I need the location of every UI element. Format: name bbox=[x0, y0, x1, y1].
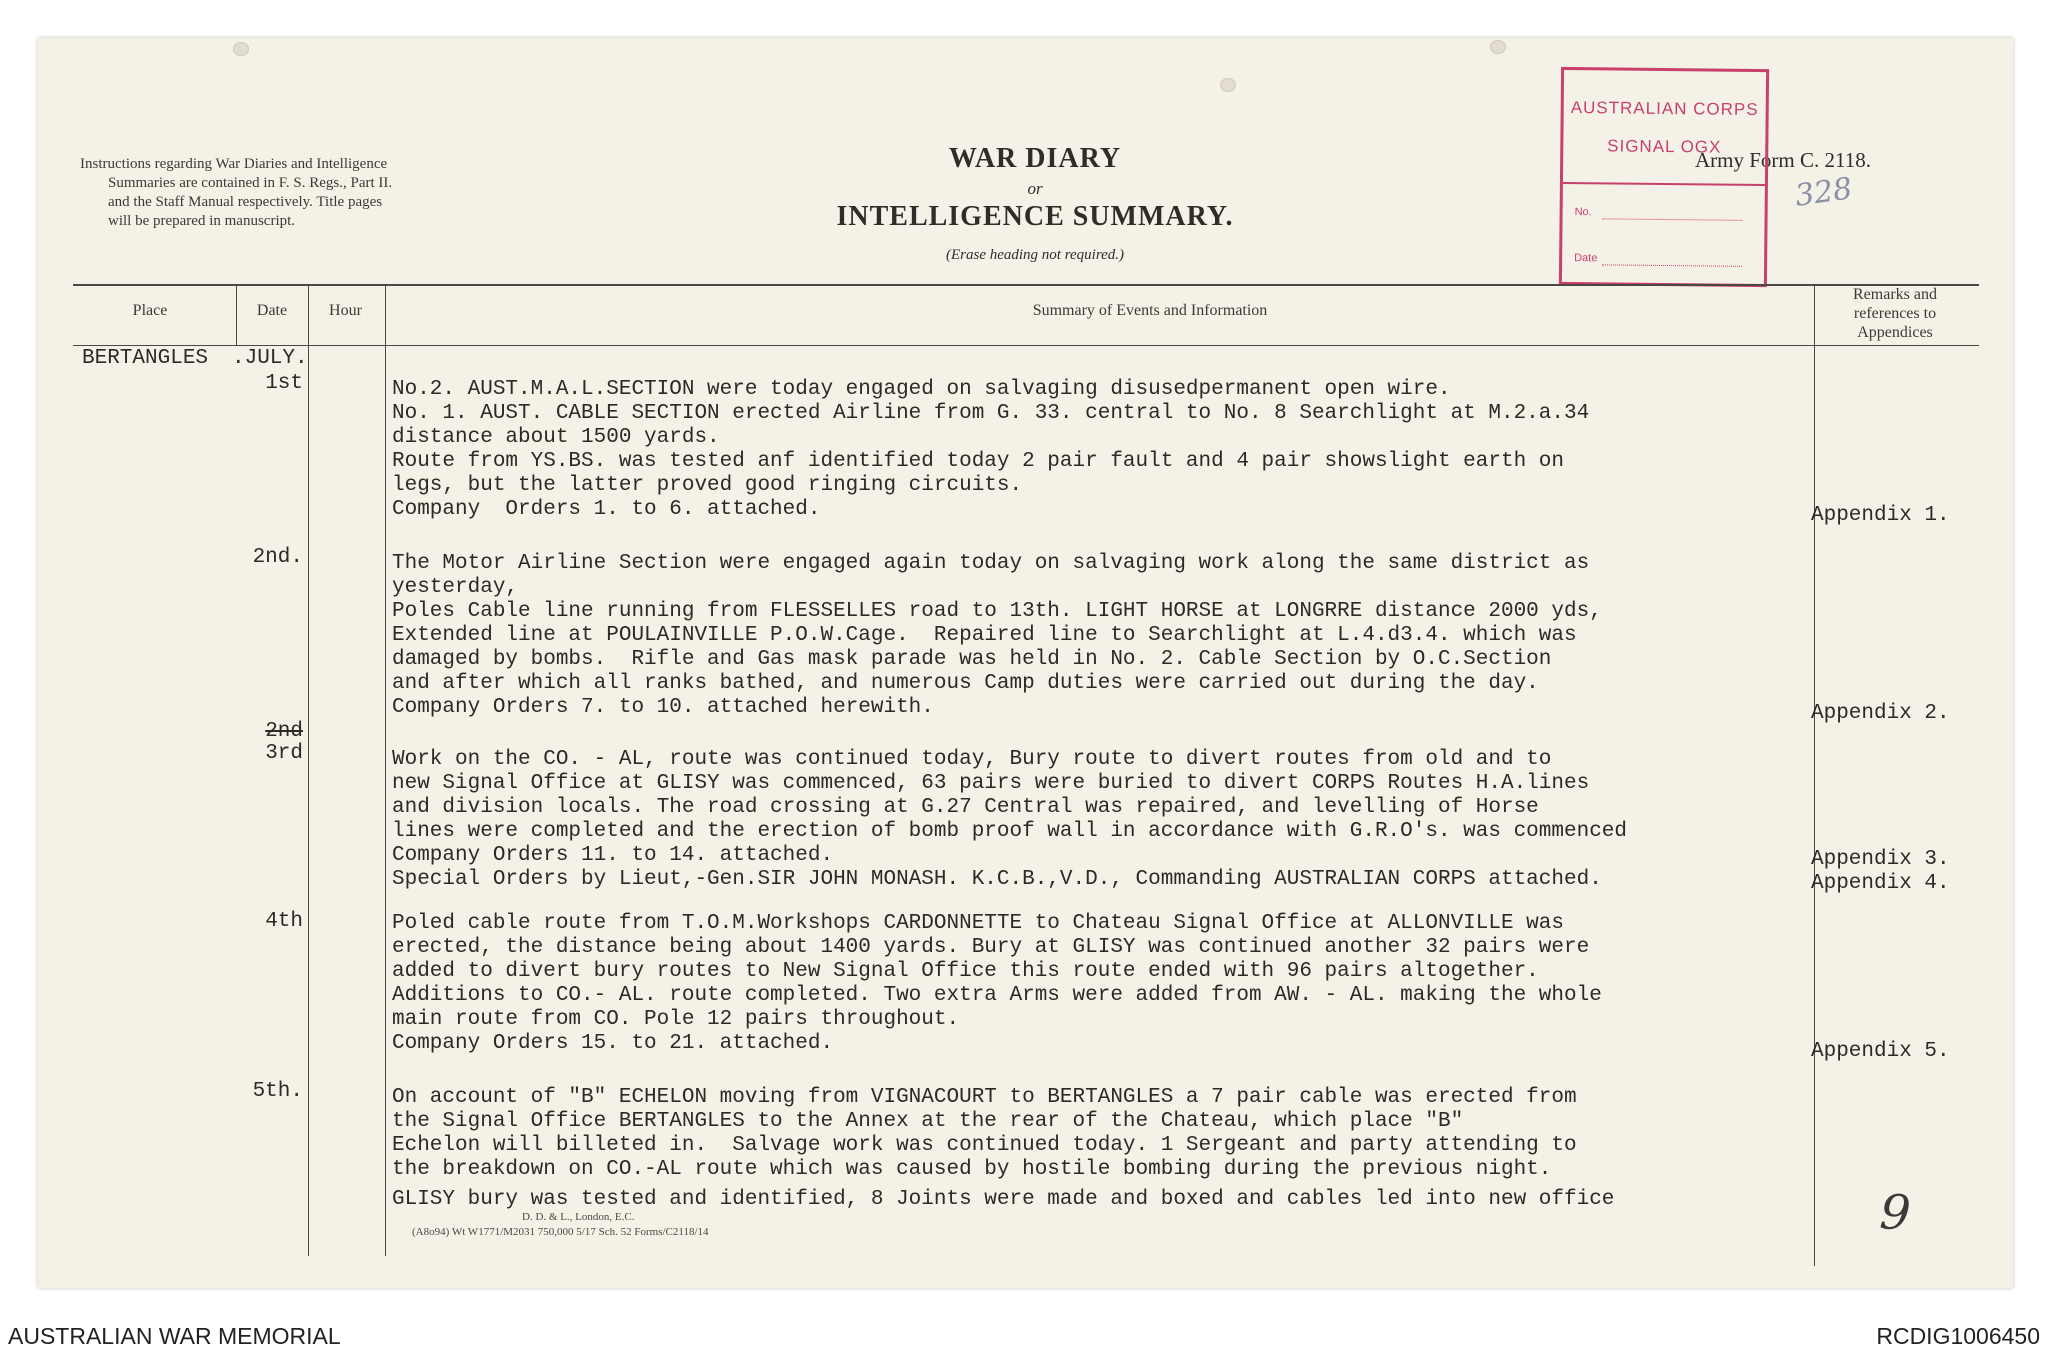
page-title: WAR DIARY bbox=[948, 143, 1122, 174]
punch-hole bbox=[233, 42, 249, 56]
summary-line: No. 1. AUST. CABLE SECTION erected Airline from G. 33. central to No. 8 Searchlight at M.2.a.34 bbox=[392, 402, 1590, 425]
summary-line: Company Orders 11. to 14. attached. bbox=[392, 844, 834, 867]
summary-line: main route from CO. Pole 12 pairs throughout. bbox=[392, 1008, 960, 1031]
summary-line: and division locals. The road crossing at G.27 Central was repaired, and levelling of Horse bbox=[392, 796, 1539, 819]
stamp-no-label: No. bbox=[1574, 206, 1592, 219]
summary-line: Company Orders 15. to 21. attached. bbox=[392, 1032, 834, 1055]
column-header-remarks bbox=[1815, 285, 1975, 342]
summary-line: distance about 1500 yards. bbox=[392, 426, 720, 449]
summary-line: Special Orders by Lieut,-Gen.SIR JOHN MONASH. K.C.B.,V.D., Commanding AUSTRALIAN CORPS attached. bbox=[392, 868, 1602, 891]
entry-date: 4th bbox=[265, 910, 303, 933]
printer-line: D. D. & L., London, E.C. bbox=[522, 1211, 635, 1223]
summary-line: Company Orders 1. to 6. attached. bbox=[392, 498, 821, 521]
footer-id: RCDIG1006450 bbox=[1876, 1323, 2040, 1349]
instructions-line: and the Staff Manual respectively. Title pages bbox=[108, 194, 383, 210]
column-header-summary: Summary of Events and Information bbox=[1032, 302, 1268, 319]
summary-line: the Signal Office BERTANGLES to the Annex at the rear of the Chateau, which place "B" bbox=[392, 1110, 1464, 1133]
column-header-date: Date bbox=[256, 302, 288, 319]
summary-line: No.2. AUST.M.A.L.SECTION were today engaged on salvaging disusedpermanent open wire. bbox=[392, 378, 1451, 401]
erase-note: (Erase heading not required.) bbox=[945, 247, 1125, 263]
summary-line: added to divert bury routes to New Signal Office this route ended with 96 pairs altogether. bbox=[392, 960, 1539, 983]
stamp-line-2: SIGNAL OGX bbox=[1607, 136, 1722, 157]
title-block bbox=[735, 143, 1335, 264]
entry-date: 5th. bbox=[252, 1080, 303, 1103]
col-divider-hour bbox=[385, 286, 386, 1256]
appendix-ref: Appendix 4. bbox=[1811, 872, 1950, 895]
entry-date: 3rd bbox=[265, 742, 303, 765]
summary-line: damaged by bombs. Rifle and Gas mask parade was held in No. 2. Cable Section by O.C.Section bbox=[392, 648, 1552, 671]
stamp-no-dots bbox=[1603, 218, 1743, 220]
remarks-line: references to bbox=[1853, 305, 1937, 322]
summary-line: erected, the distance being about 1400 yards. Bury at GLISY was continued another 32 pairs were bbox=[392, 936, 1590, 959]
summary-line: Poled cable route from T.O.M.Workshops CARDONNETTE to Chateau Signal Office at ALLONVILLE was bbox=[392, 912, 1564, 935]
appendix-ref: Appendix 5. bbox=[1811, 1040, 1950, 1063]
summary-line: Route from YS.BS. was tested anf identified today 2 pair fault and 4 pair showslight earth on bbox=[392, 450, 1564, 473]
summary-line: legs, but the latter proved good ringing circuits. bbox=[392, 474, 1023, 497]
summary-line: new Signal Office at GLISY was commenced, 63 pairs were buried to divert CORPS Routes H.A.lines bbox=[392, 772, 1590, 795]
remarks-line: Remarks and bbox=[1853, 286, 1937, 303]
printer-line: (A8o94) Wt W1771/M2031 750,000 5/17 Sch. 52 Forms/C2118/14 bbox=[412, 1226, 709, 1238]
page-subtitle: INTELLIGENCE SUMMARY. bbox=[836, 201, 1234, 232]
footer-credit: AUSTRALIAN WAR MEMORIAL bbox=[8, 1323, 341, 1349]
army-form-number: Army Form C. 2118. bbox=[1695, 148, 1871, 172]
summary-line: lines were completed and the erection of bomb proof wall in accordance with G.R.O's. was commenced bbox=[392, 820, 1628, 843]
instructions-note bbox=[80, 155, 540, 231]
summary-line: the breakdown on CO.-AL route which was caused by hostile bombing during the previous night. bbox=[392, 1158, 1552, 1181]
summary-line: and after which all ranks bathed, and numerous Camp duties were carried out during the day. bbox=[392, 672, 1539, 695]
instructions-line: Instructions regarding War Diaries and Intelligence bbox=[80, 156, 388, 172]
col-divider-remarks bbox=[1814, 286, 1815, 1266]
instructions-line: Summaries are contained in F. S. Regs., Part II. bbox=[108, 175, 393, 191]
summary-line: Echelon will billeted in. Salvage work was continued today. 1 Sergeant and party attending to bbox=[392, 1134, 1577, 1157]
summary-line: Work on the CO. - AL, route was continued today, Bury route to divert routes from old and to bbox=[392, 748, 1552, 771]
place-name: BERTANGLES bbox=[82, 347, 209, 370]
signal-office-stamp bbox=[1559, 67, 1769, 287]
stamp-date-dots bbox=[1602, 264, 1742, 266]
remarks-line: Appendices bbox=[1857, 324, 1933, 341]
stamp-line-1: AUSTRALIAN CORPS bbox=[1570, 98, 1759, 119]
entry-date: 2nd. bbox=[252, 546, 303, 569]
printer-imprint bbox=[412, 1210, 709, 1240]
summary-line: Company Orders 7. to 10. attached herewith. bbox=[392, 696, 934, 719]
punch-hole bbox=[1490, 40, 1506, 54]
summary-line: Additions to CO.- AL. route completed. Two extra Arms were added from AW. - AL. making the whole bbox=[392, 984, 1602, 1007]
summary-line: The Motor Airline Section were engaged again today on salvaging work along the same district as bbox=[392, 552, 1590, 575]
month-label: .JULY. bbox=[232, 347, 308, 370]
instructions-line: will be prepared in manuscript. bbox=[108, 213, 296, 229]
punch-hole bbox=[1220, 78, 1236, 92]
table-top-rule bbox=[73, 284, 1979, 286]
title-or: or bbox=[1027, 179, 1043, 198]
summary-line: GLISY bury was tested and identified, 8 Joints were made and boxed and cables led into new office bbox=[392, 1188, 1615, 1211]
summary-line: yesterday, bbox=[392, 576, 519, 599]
header-bottom-rule bbox=[73, 345, 1979, 346]
entry-date: 1st bbox=[265, 372, 303, 395]
summary-line: Extended line at POULAINVILLE P.O.W.Cage. Repaired line to Searchlight at L.4.d3.4. which was bbox=[392, 624, 1577, 647]
summary-line: Poles Cable line running from FLESSELLES road to 13th. LIGHT HORSE at LONGRRE distance 2000 yds, bbox=[392, 600, 1602, 623]
appendix-ref: Appendix 2. bbox=[1811, 702, 1950, 725]
stamp-divider bbox=[1563, 182, 1765, 186]
col-divider-date bbox=[308, 286, 309, 1256]
handwritten-initial: 9 bbox=[1878, 1184, 1913, 1242]
entry-date-struck: 2nd bbox=[265, 720, 303, 743]
handwritten-number: 328 bbox=[1792, 171, 1855, 214]
column-header-hour: Hour bbox=[329, 302, 362, 319]
stamp-date-label: Date bbox=[1574, 252, 1598, 265]
appendix-ref: Appendix 1. bbox=[1811, 504, 1950, 527]
column-header-place: Place bbox=[132, 302, 168, 319]
summary-line: On account of "B" ECHELON moving from VIGNACOURT to BERTANGLES a 7 pair cable was erected from bbox=[392, 1086, 1577, 1109]
appendix-ref: Appendix 3. bbox=[1811, 848, 1950, 871]
